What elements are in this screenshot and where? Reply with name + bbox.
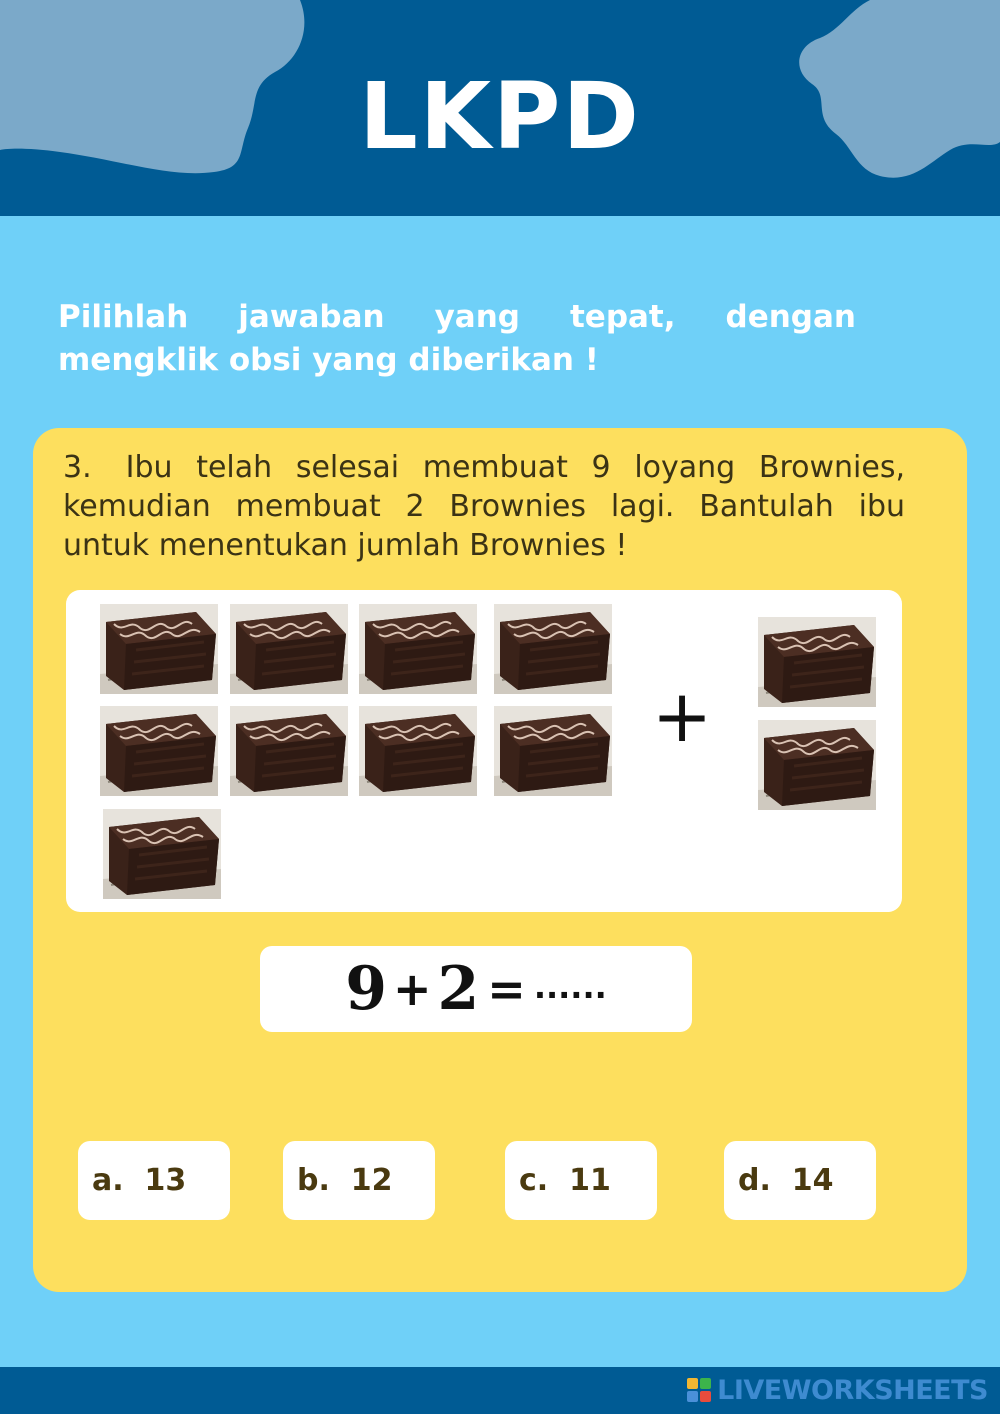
option-a-button[interactable] bbox=[78, 1141, 230, 1220]
header-banner bbox=[0, 0, 1000, 216]
equation-equals: = bbox=[487, 962, 526, 1016]
equation-operand-b: 2 bbox=[437, 954, 480, 1024]
brownie-image bbox=[100, 604, 218, 694]
instruction-text: Pilihlah jawaban yang tepat, dengan mengklik obsi yang diberikan ! bbox=[58, 299, 856, 378]
brownie-image bbox=[359, 706, 477, 796]
equation-blank: ...... bbox=[533, 968, 607, 1006]
plus-sign: + bbox=[651, 674, 713, 758]
brownie-image bbox=[230, 706, 348, 796]
option-b-button[interactable] bbox=[283, 1141, 435, 1220]
option-d-button[interactable] bbox=[724, 1141, 876, 1220]
option-letter: a. bbox=[92, 1163, 124, 1198]
liveworksheets-logo[interactable] bbox=[687, 1372, 988, 1408]
question-text-block bbox=[63, 448, 905, 565]
brownie-image bbox=[359, 604, 477, 694]
option-value: 14 bbox=[791, 1163, 834, 1198]
brownie-image bbox=[758, 720, 876, 810]
page-title: LKPD bbox=[359, 63, 641, 170]
liveworksheets-icon bbox=[687, 1378, 711, 1402]
brownie-image bbox=[494, 604, 612, 694]
equation-plus: + bbox=[392, 962, 432, 1016]
option-letter: d. bbox=[738, 1163, 771, 1198]
brand-text: LIVEWORKSHEETS bbox=[717, 1374, 988, 1406]
option-value: 11 bbox=[569, 1163, 611, 1198]
option-letter: b. bbox=[297, 1163, 330, 1198]
question-number: 3. bbox=[63, 450, 92, 485]
option-value: 13 bbox=[144, 1163, 187, 1198]
brownie-image bbox=[103, 809, 221, 899]
brownie-image bbox=[230, 604, 348, 694]
brownie-image bbox=[758, 617, 876, 707]
equation-operand-a: 9 bbox=[345, 954, 387, 1024]
option-value: 12 bbox=[350, 1163, 393, 1198]
question-text: Ibu telah selesai membuat 9 loyang Brownies, kemudian membuat 2 Brownies lagi. Bantulah ibu untuk menentukan jumlah Brownies ! bbox=[63, 450, 905, 563]
option-c-button[interactable] bbox=[505, 1141, 657, 1220]
equation-box bbox=[260, 946, 692, 1032]
option-letter: c. bbox=[519, 1163, 549, 1198]
brownie-image bbox=[494, 706, 612, 796]
brownie-image bbox=[100, 706, 218, 796]
